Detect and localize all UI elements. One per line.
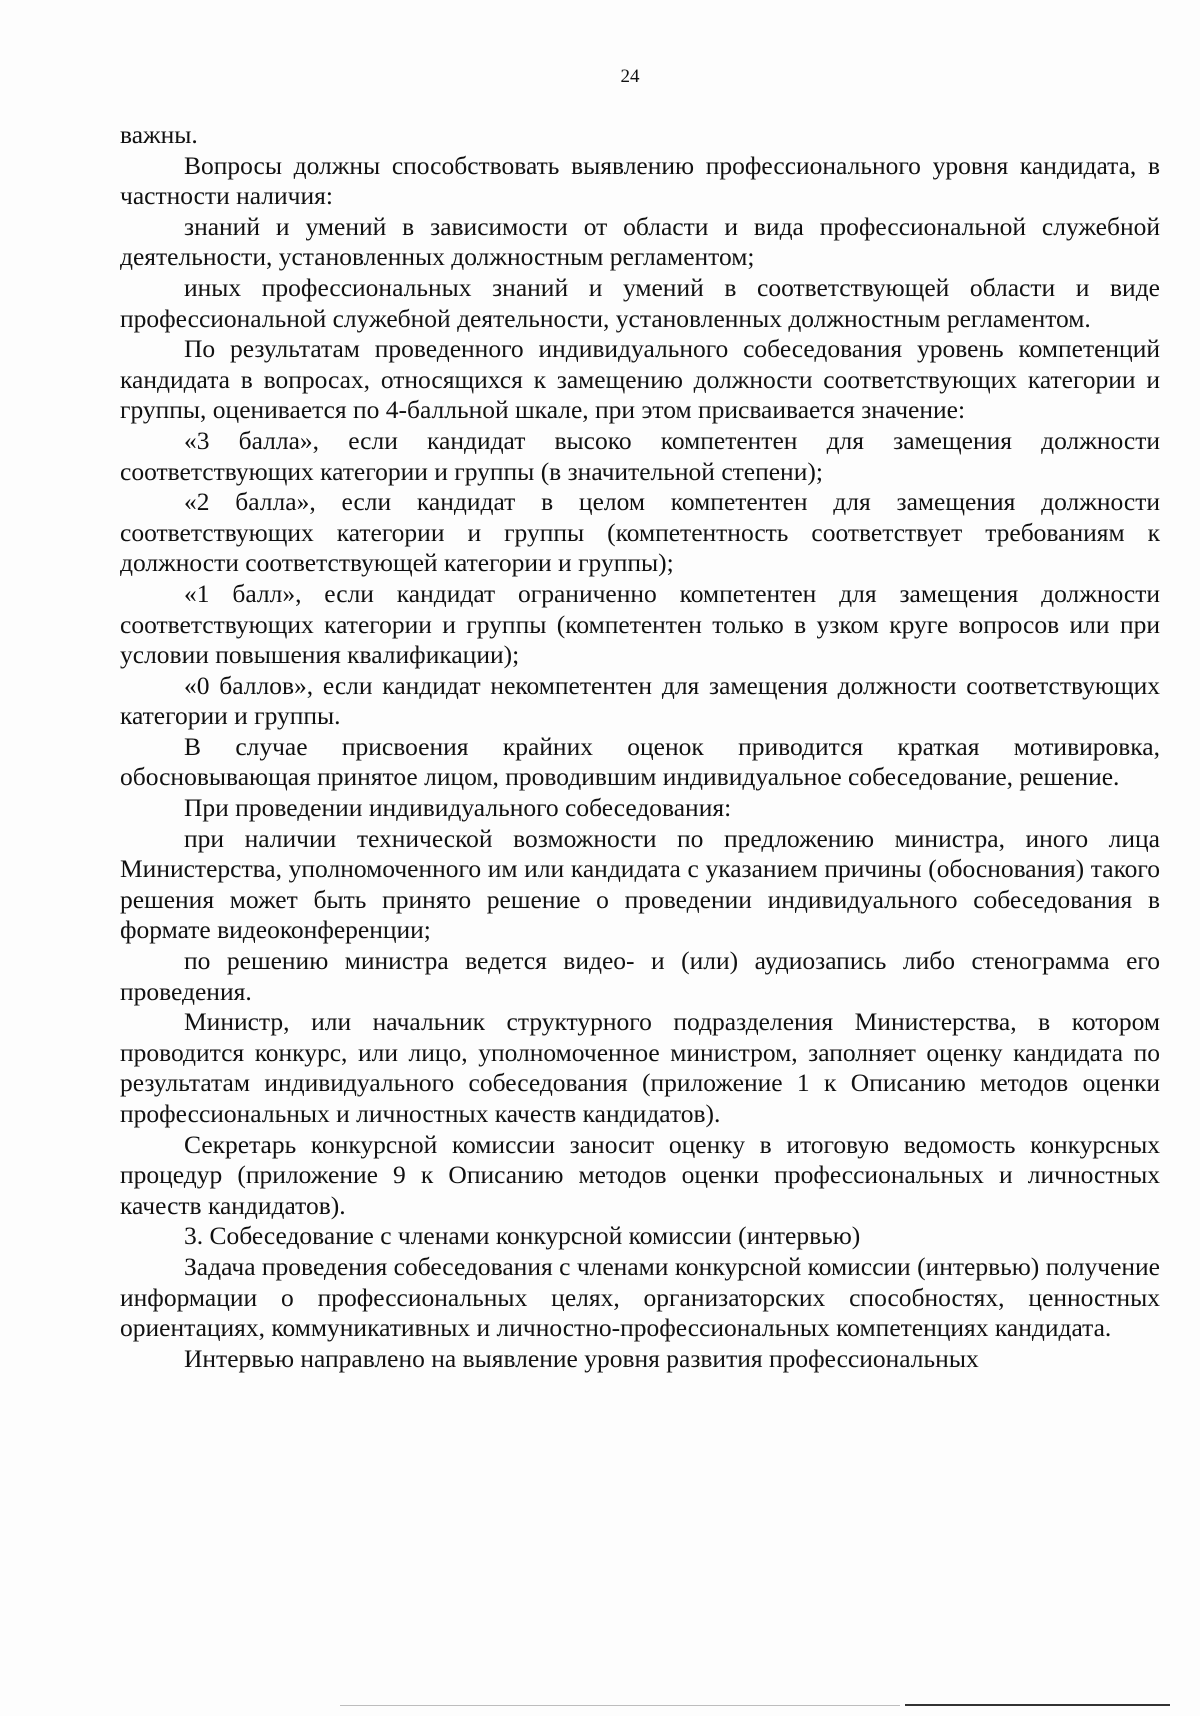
scan-edge-rule: [905, 1704, 1170, 1706]
paragraph: Интервью направлено на выявление уровня развития профессиональных: [184, 1343, 979, 1373]
paragraph: В случае присвоения крайних оценок приводится краткая мотивировка, обосновывающая принятое лицом, проводившим индивидуальное собеседование, решение.: [120, 731, 1160, 792]
paragraph: важны.: [120, 120, 198, 149]
paragraph: знаний и умений в зависимости от области и вида профессиональной служебной деятельности, установленных должностным регламентом;: [120, 211, 1160, 272]
paragraph: «3 балла», если кандидат высоко компетентен для замещения должности соответствующих категории и группы (в значительной степени);: [120, 425, 1160, 486]
paragraph: иных профессиональных знаний и умений в соответствующей области и виде профессиональной служебной деятельности, установленных должностным регламентом.: [120, 272, 1160, 333]
paragraph: при наличии технической возможности по предложению министра, иного лица Министерства, уполномоченного им или кандидата с указанием причины (обоснования) такого решения может быть принято решение о проведении индивидуального собеседования в формате видеоконференции;: [120, 823, 1160, 945]
scan-edge-line: [340, 1705, 900, 1706]
paragraph: «0 баллов», если кандидат некомпетентен для замещения должности соответствующих категории и группы.: [120, 670, 1160, 731]
paragraph: Задача проведения собеседования с членами конкурсной комиссии (интервью) получение информации о профессиональных целях, организаторских способностях, ценностных ориентациях, коммуникативных и личностно-профессиональных компетенциях кандидата.: [120, 1251, 1160, 1343]
paragraph: Министр, или начальник структурного подразделения Министерства, в котором проводится конкурс, или лицо, уполномоченное министром, заполняет оценку кандидата по результатам индивидуального собеседования (приложение 1 к Описанию методов оценки профессиональных и личностных качеств кандидатов).: [120, 1007, 1160, 1128]
paragraph: по решению министра ведется видео- и (или) аудиозапись либо стенограмма его проведения.: [120, 946, 1160, 1006]
paragraph: По результатам проведенного индивидуального собеседования уровень компетенций кандидата в вопросах, относящихся к замещению должности соответствующих категории и группы, оценивается по 4-балльной шкале, при этом присваивается значение:: [120, 334, 1160, 425]
paragraph: Вопросы должны способствовать выявлению профессионального уровня кандидата, в частности наличия:: [120, 150, 1160, 211]
section-heading: 3. Собеседование с членами конкурсной комиссии (интервью): [184, 1221, 861, 1251]
paragraph: Секретарь конкурсной комиссии заносит оценку в итоговую ведомость конкурсных процедур (приложение 9 к Описанию методов оценки профессиональных и личностных качеств кандидатов).: [120, 1129, 1160, 1220]
page-number: 24: [620, 66, 640, 87]
paragraph: «2 балла», если кандидат в целом компетентен для замещения должности соответствующих категории и группы (компетентность соответствует требованиям к должности соответствующей категории и группы);: [120, 487, 1160, 578]
paragraph: При проведении индивидуального собеседования:: [184, 793, 732, 823]
paragraph: «1 балл», если кандидат ограниченно компетентен для замещения должности соответствующих категории и группы (компетентен только в узком круге вопросов или при условии повышения квалификации);: [120, 578, 1160, 670]
document-body: [120, 120, 1160, 1374]
